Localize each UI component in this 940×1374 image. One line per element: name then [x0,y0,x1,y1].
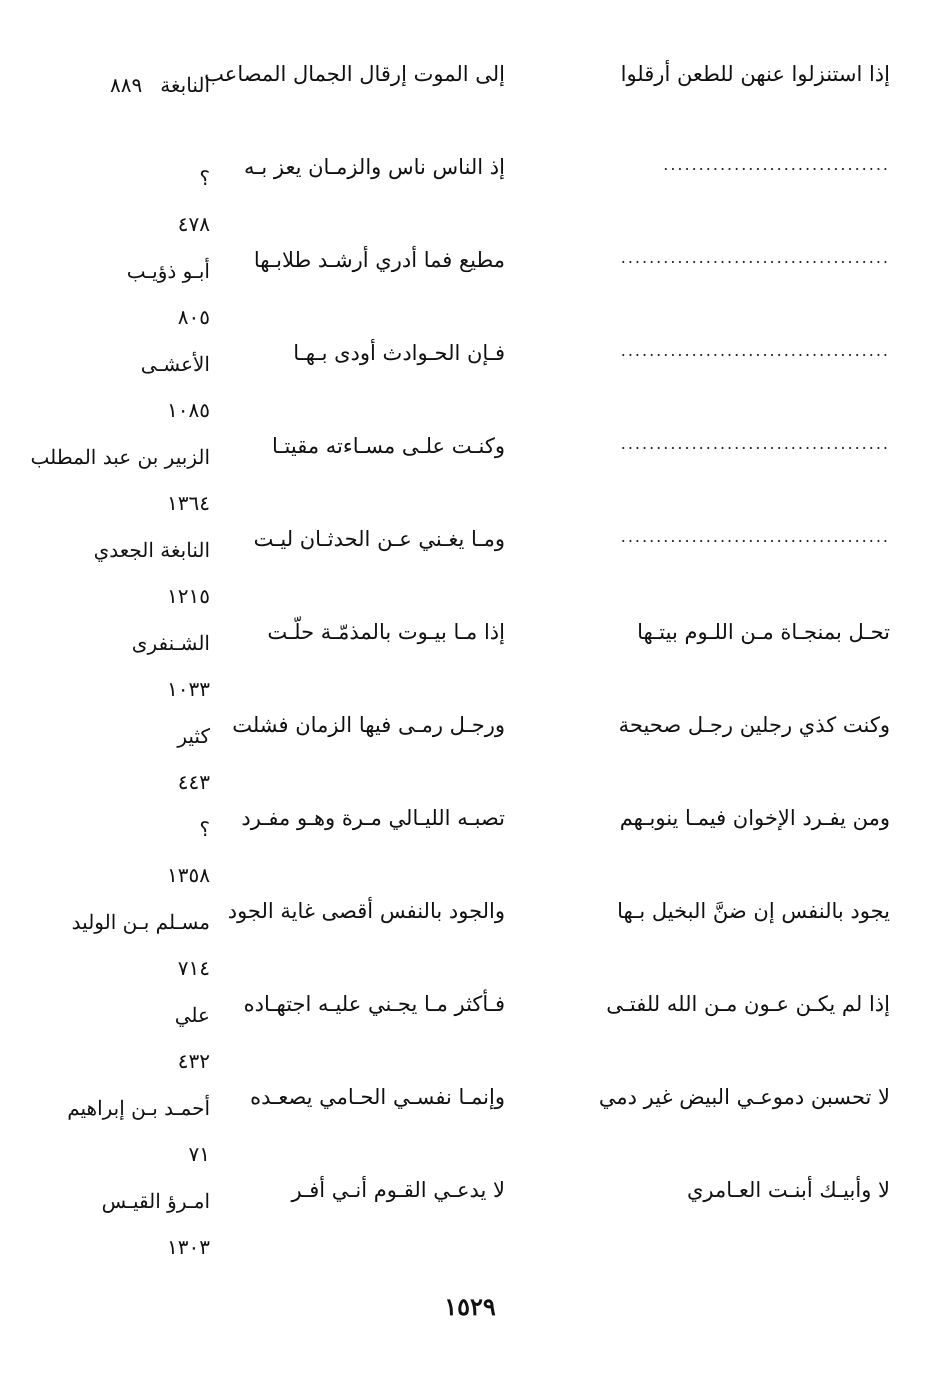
page-ref-number: ١٣٥٨ [167,863,210,887]
poet-name: كثير [177,724,210,748]
page-ref-number: ٤٧٨ [177,212,210,236]
poet-name: الأعشـى [140,352,210,376]
poet-name: النابغة الجعدي [93,538,210,562]
poet-name: الشـنفرى [131,631,210,655]
first-hemistich: يجود بالنفس إن ضنَّ البخيل بـها [617,899,890,923]
page-ref-number: ١٣٠٣ [167,1235,210,1259]
first-hemistich: وكنت كذي رجلين رجـل صحيحة [618,713,890,737]
verse-row [70,48,900,141]
first-hemistich: ...................................... [620,341,890,360]
verse-row [70,792,900,885]
first-hemistich: لا وأبيـك أبنـت العـامري [687,1178,890,1202]
page-ref-number: ١٠٨٥ [167,398,210,422]
second-hemistich: إذا مـا بيـوت بالمذمّـة حلّـت [267,620,505,644]
page-ref-number: ٨٨٩ [110,73,143,97]
poet-name: النابغة [160,73,210,97]
page-ref-number: ٤٤٣ [177,770,210,794]
second-hemistich: وإنمـا نفسـي الحـامي يصعـده [250,1085,505,1109]
page-ref-number: ٤٣٢ [177,1049,210,1073]
first-hemistich: إذا لم يكـن عـون مـن الله للفتـى [606,992,890,1016]
poet-reference [75,1178,210,1270]
poet-name: مسـلم بـن الوليد [71,910,210,934]
page-ref-number: ١٠٣٣ [167,677,210,701]
page-ref-number: ١٣٦٤ [167,491,210,515]
second-hemistich: وكنـت علـى مسـاءته مقيتـا [271,434,505,458]
verse-row [70,978,900,1071]
verse-row [30,420,900,515]
second-hemistich: والجود بالنفس أقصى غاية الجود [227,899,505,923]
verse-row [70,1164,900,1257]
second-hemistich: إلى الموت إرقال الجمال المصاعب [204,62,505,86]
verse-row [70,513,900,606]
poet-name: الزبير بن عبد المطلب [30,445,210,469]
verse-row [70,699,900,792]
second-hemistich: إذ الناس ناس والزمـان يعز بـه [243,155,505,179]
poet-name: علي [174,1003,210,1027]
page-ref-number: ٧١٤ [177,956,210,980]
page-ref-number: ١٢١٥ [167,584,210,608]
first-hemistich: إذا استنزلوا عنهن للطعن أرقلوا [620,62,890,86]
poet-reference [75,62,210,108]
verse-row [70,141,900,234]
verse-row [67,1071,900,1166]
poet-name: امـرؤ القيـس [101,1189,210,1213]
second-hemistich: لا يدعـي القـوم أنـي أفـر [291,1178,505,1202]
first-hemistich: تحـل بمنجـاة مـن اللـوم بيتـها [637,620,890,644]
first-hemistich: ...................................... [620,248,890,267]
first-hemistich: ومن يفـرد الإخوان فيمـا ينوبـهم [619,806,890,830]
first-hemistich: ...................................... [620,527,890,546]
second-hemistich: تصبـه الليـالي مـرة وهـو مفـرد [241,806,505,830]
poet-name: ؟ [199,166,210,190]
verse-index-table [30,48,900,1259]
page-ref-number: ٨٠٥ [177,305,210,329]
verse-row [70,327,900,420]
verse-row [70,234,900,327]
verse-row [70,885,900,978]
first-hemistich: ...................................... [620,434,890,453]
first-hemistich: لا تحسبن دموعـي البيض غير دمي [598,1085,890,1109]
poet-name: ؟ [199,817,210,841]
second-hemistich: فـأكثر مـا يجـني عليـه اجتهـاده [243,992,505,1016]
second-hemistich: ورجـل رمـى فيها الزمان فشلت [232,713,505,737]
first-hemistich: ................................ [663,155,890,174]
page-ref-number: ٧١ [188,1142,210,1166]
poet-name: أبـو ذؤيـب [126,259,210,283]
second-hemistich: فـإن الحـوادث أودى بـهـا [293,341,505,365]
second-hemistich: ومـا يغـني عـن الحدثـان ليـت [253,527,505,551]
second-hemistich: مطيع فما أدري أرشـد طلابـها [253,248,505,272]
page-number: ١٥٢٩ [444,1292,496,1321]
poet-name: أحمـد بـن إبراهيم [67,1096,210,1120]
verse-row [70,606,900,699]
